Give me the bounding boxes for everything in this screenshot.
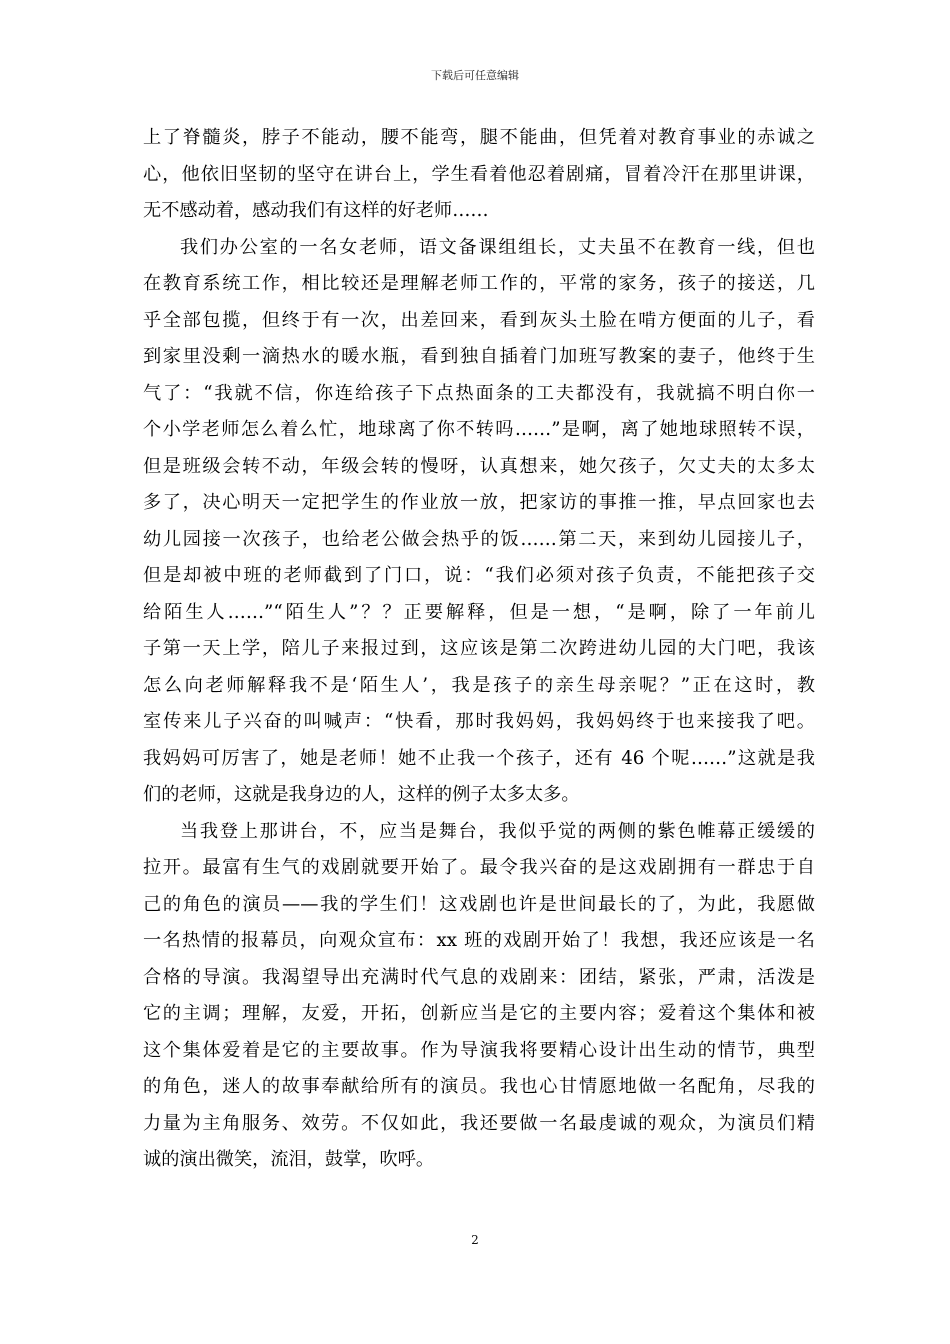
page-number: 2 <box>471 1233 479 1247</box>
paragraph <box>143 230 815 814</box>
text-line: 我们办公室的一名女老师，语文备课组组长，丈夫虽不在教育一线，但也 <box>180 236 815 258</box>
text-line: 它的主调；理解，友爱，开拓，创新应当是它的主要内容；爱着这个集体和被 <box>143 1003 815 1024</box>
text-line: 但是班级会转不动，年级会转的慢呀，认真想来，她欠孩子，欠丈夫的太多太 <box>143 455 815 477</box>
text-line: 怎么向老师解释我不是‘陌生人’，我是孩子的亲生母亲呢？”正在这时，教 <box>143 674 815 696</box>
text-line: 子第一天上学，陪儿子来报过到，这应该是第二次跨进幼儿园的大门吧，我该 <box>143 638 815 659</box>
page-header: 下载后可任意编辑 <box>431 69 519 82</box>
text-line: 心，他依旧坚韧的坚守在讲台上，学生看着他忍着剧痛，冒着冷汗在那里讲课， <box>143 163 815 185</box>
text-line: 的角色，迷人的故事奉献给所有的演员。我也心甘情愿地做一名配角，尽我的 <box>143 1076 815 1097</box>
text-line: 室传来儿子兴奋的叫喊声：“快看，那时我妈妈，我妈妈终于也来接我了吧。 <box>143 711 815 732</box>
text-line: 幼儿园接一次孩子，也给老公做会热乎的饭……第二天，来到幼儿园接儿子， <box>143 528 815 550</box>
text-line: 在教育系统工作，相比较还是理解老师工作的，平常的家务，孩子的接送，几 <box>143 273 815 294</box>
text-line: 无不感动着，感动我们有这样的好老师…… <box>143 200 489 221</box>
text-line: 们的老师，这就是我身边的人，这样的例子太多太多。 <box>143 784 580 805</box>
text-line: 个小学老师怎么着么忙，地球离了你不转吗……”是啊，离了她地球照转不误， <box>143 419 815 440</box>
text-line: 但是却被中班的老师截到了门口，说：“我们必须对孩子负责，不能把孩子交 <box>143 565 815 586</box>
text-line: 当我登上那讲台，不，应当是舞台，我似乎觉的两侧的紫色帷幕正缓缓的 <box>180 820 815 842</box>
document-body <box>143 120 815 1179</box>
text-line: 拉开。最富有生气的戏剧就要开始了。最令我兴奋的是这戏剧拥有一群忠于自 <box>143 857 815 878</box>
text-line: 这个集体爱着是它的主要故事。作为导演我将要精心设计出生动的情节，典型 <box>143 1039 815 1061</box>
text-line: 一名热情的报幕员，向观众宣布：xx 班的戏剧开始了！我想，我还应该是一名 <box>143 930 815 951</box>
text-line: 力量为主角服务、效劳。不仅如此，我还要做一名最虔诚的观众，为演员们精 <box>143 1112 815 1134</box>
text-line: 己的角色的演员——我的学生们！这戏剧也许是世间最长的了，为此，我愿做 <box>143 893 815 915</box>
text-line: 合格的导演。我渴望导出充满时代气息的戏剧来：团结，紧张，严肃，活泼是 <box>143 966 815 988</box>
text-line: 多了，决心明天一定把学生的作业放一放，把家访的事推一推，早点回家也去 <box>143 492 815 513</box>
text-line: 诚的演出微笑，流泪，鼓掌，吹呼。 <box>143 1149 435 1170</box>
text-line: 我妈妈可厉害了，她是老师！她不止我一个孩子，还有 46 个呢……”这就是我 <box>143 747 815 769</box>
text-line: 气了：“我就不信，你连给孩子下点热面条的工夫都没有，我就搞不明白你一 <box>143 382 815 404</box>
paragraph <box>143 814 815 1179</box>
text-line: 上了脊髓炎，脖子不能动，腰不能弯，腿不能曲，但凭着对教育事业的赤诚之 <box>143 127 815 148</box>
text-line: 乎全部包揽，但终于有一次，出差回来，看到灰头土脸在啃方便面的儿子，看 <box>143 309 815 331</box>
paragraph <box>143 120 815 230</box>
text-line: 到家里没剩一滴热水的暖水瓶，看到独自插着门加班写教案的妻子，他终于生 <box>143 346 815 367</box>
text-line: 给陌生人……”“陌生人”？？正要解释，但是一想，“是啊，除了一年前儿 <box>143 601 815 623</box>
